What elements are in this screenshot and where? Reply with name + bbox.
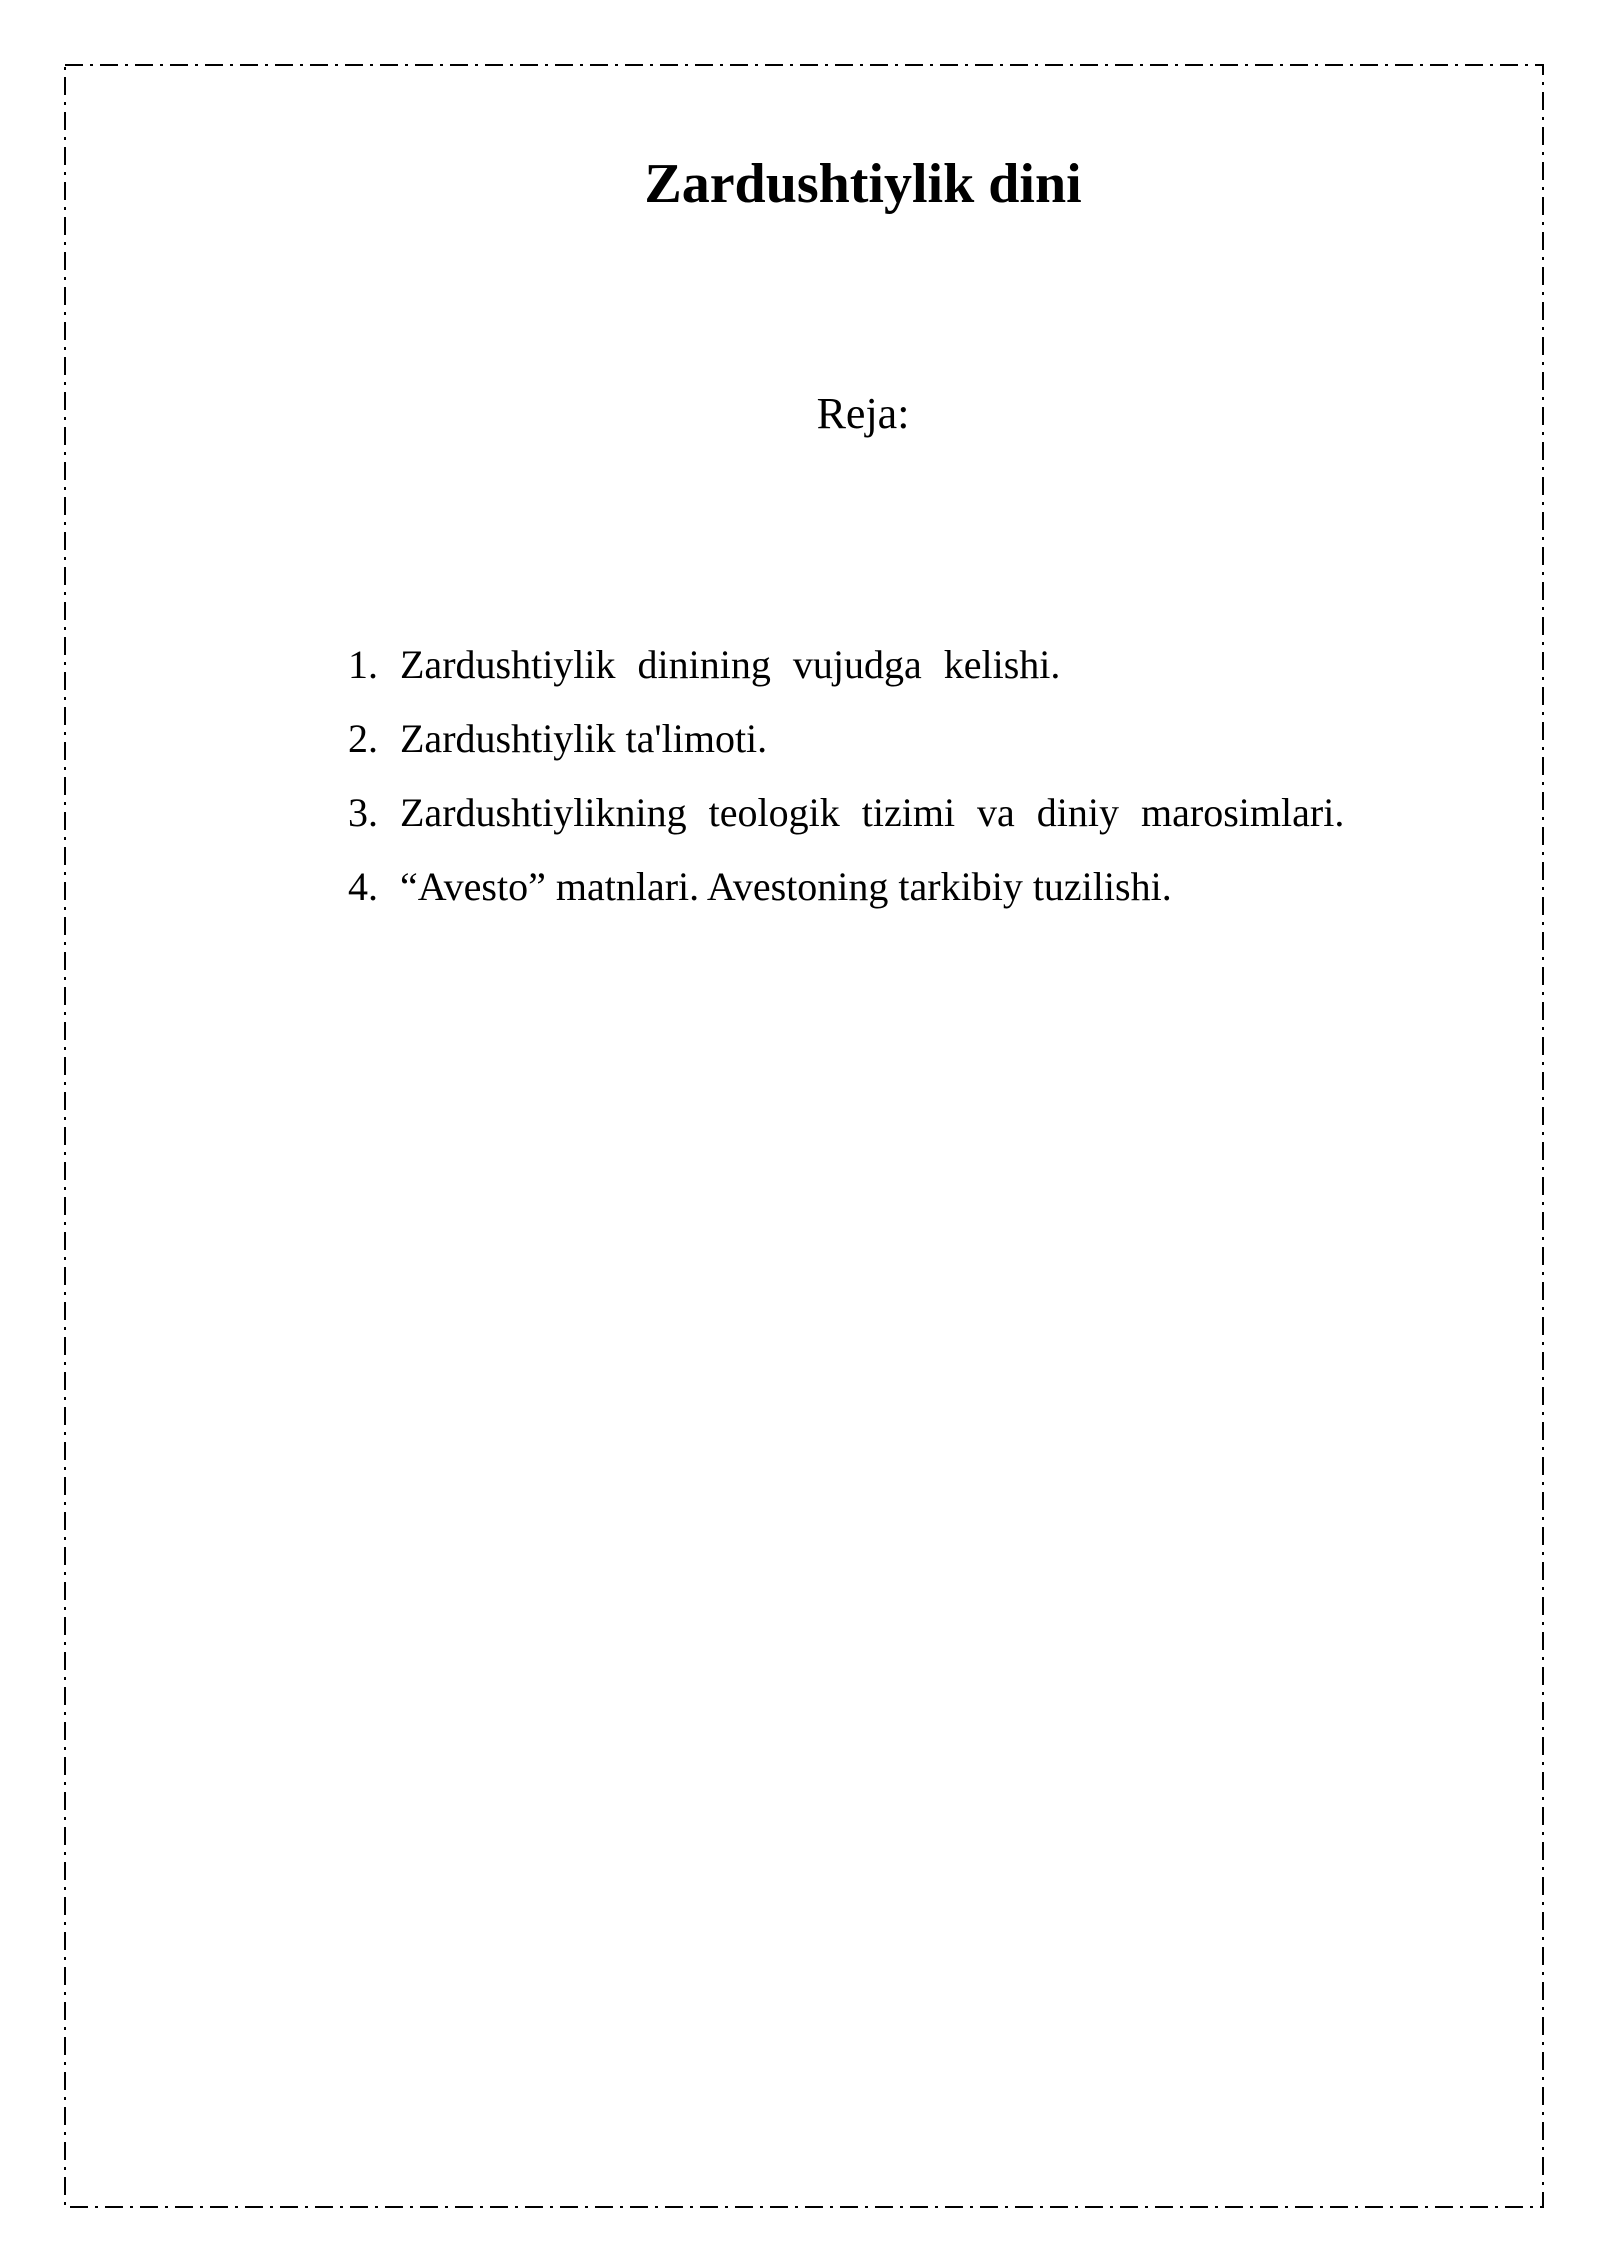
plan-item-text: “Avesto” matnlari. Avestoning tarkibiy tuzilishi. (400, 864, 1172, 909)
plan-item (348, 702, 1418, 776)
plan-heading: Reja: (816, 389, 910, 438)
plan-item-text: Zardushtiylik dinining vujudga kelishi. (400, 642, 1061, 687)
document-title: Zardushtiylik dini (644, 153, 1082, 215)
plan-item-text: Zardushtiylikning teologik tizimi va diniy marosimlari. (400, 790, 1345, 835)
plan-item-number: 3. (348, 790, 378, 835)
plan-item (348, 850, 1418, 924)
plan-item-number: 4. (348, 864, 378, 909)
plan-item-number: 1. (348, 642, 378, 687)
plan-list (348, 628, 1418, 924)
plan-item (348, 628, 1418, 702)
plan-item (348, 776, 1418, 850)
plan-item-text: Zardushtiylik ta'limoti. (400, 716, 768, 761)
plan-item-number: 2. (348, 716, 378, 761)
